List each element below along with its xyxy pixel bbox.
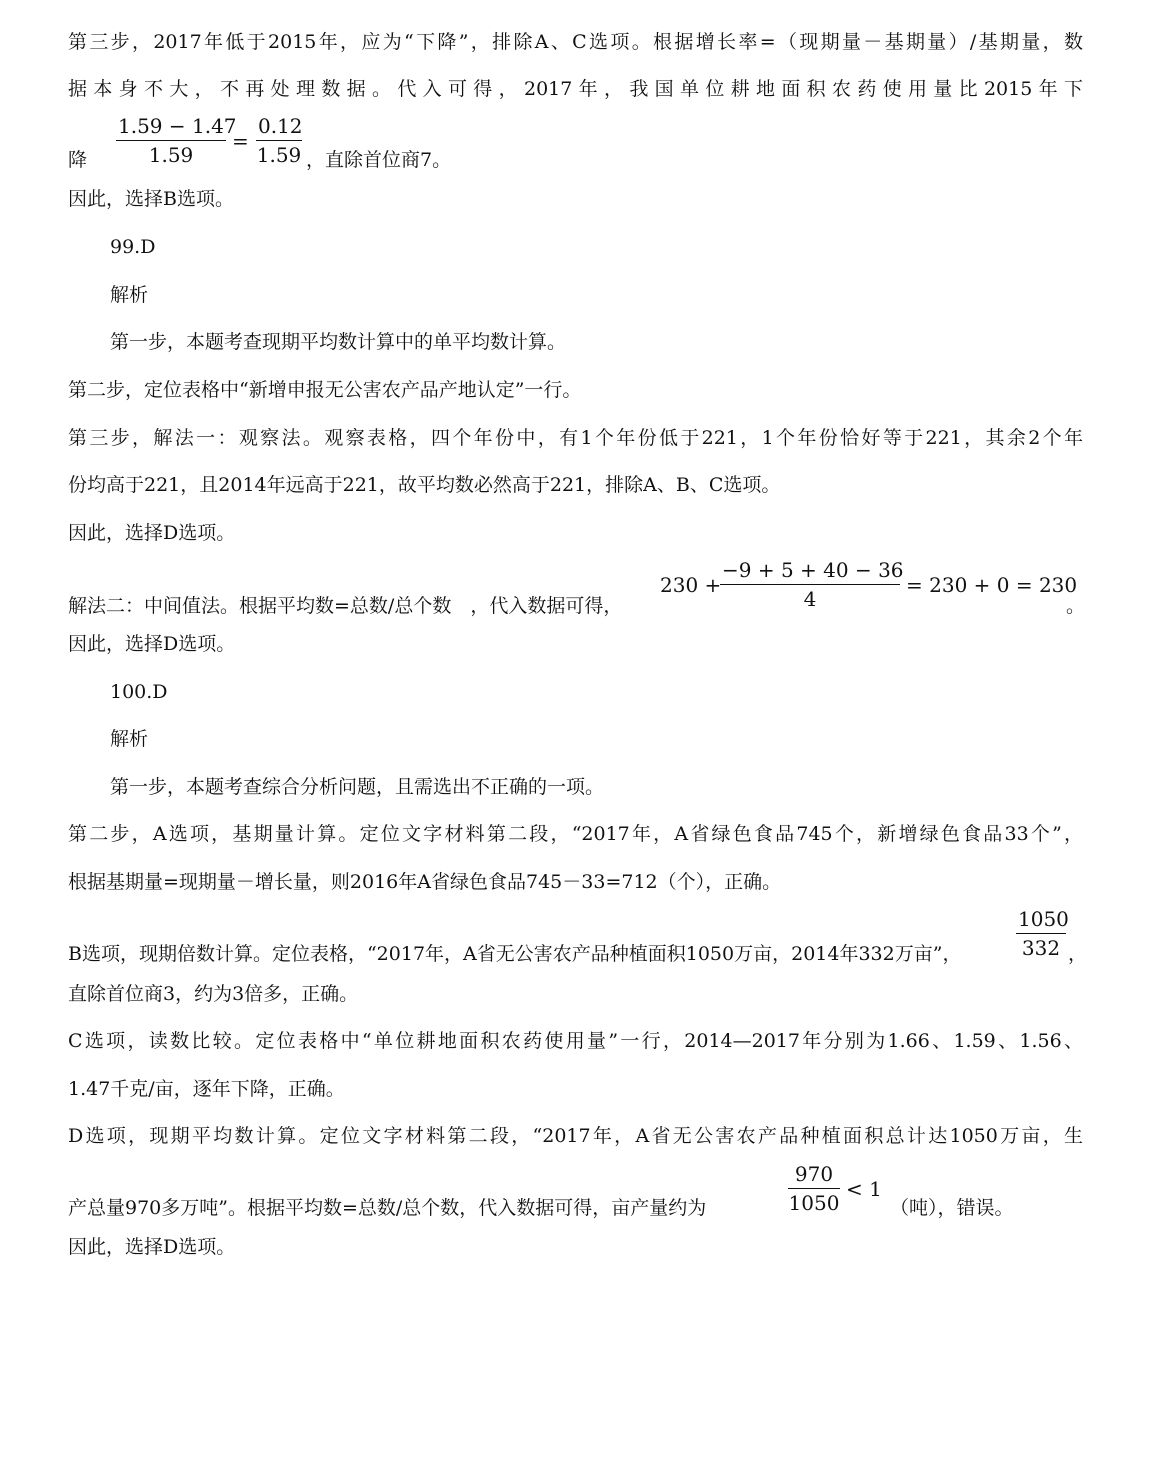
text-line: 第一步，本题考查综合分析问题，且需选出不正确的一项。 — [110, 776, 605, 798]
math-term: 230 + — [660, 573, 722, 597]
text-line: 根据基期量=现期量－增长量，则2016年A省绿色食品745－33=712（个），正确。 — [68, 871, 782, 893]
text-line: 第二步，定位表格中“新增申报无公害农产品产地认定”一行。 — [68, 379, 582, 401]
text-line: ， — [1068, 943, 1088, 965]
fraction-denominator: 1050 — [788, 1191, 840, 1215]
equals-sign: = — [232, 129, 249, 153]
text-line: 第三步，解法一：观察法。观察表格，四个年份中，有1个年份低于221，1个年份恰好等于221，其余2个年 — [68, 427, 1083, 449]
text-line: 据本身不大，不再处理数据。代入可得，2017年，我国单位耕地面积农药使用量比2015年下 — [68, 78, 1083, 100]
fraction — [1016, 907, 1069, 960]
section-heading: 解析 — [110, 284, 149, 306]
fraction — [116, 114, 237, 167]
text-line: 因此，选择D选项。 — [68, 522, 236, 544]
text-line: C选项，读数比较。定位表格中“单位耕地面积农药使用量”一行，2014—2017年分别为1.66、1.59、1.56、 — [68, 1030, 1083, 1052]
text-line: 直除首位商3，约为3倍多，正确。 — [68, 983, 359, 1005]
text-line: 。 — [1066, 595, 1086, 617]
text-line: 因此，选择B选项。 — [68, 188, 234, 210]
fraction — [256, 114, 302, 167]
math-term: < 1 — [846, 1177, 882, 1201]
fraction-denominator: 4 — [803, 587, 817, 611]
fraction — [788, 1162, 840, 1215]
fraction — [720, 558, 904, 611]
question-number: 99.D — [110, 236, 156, 258]
text-line: 第三步，2017年低于2015年，应为“下降”，排除A、C选项。根据增长率=（现期量－基期量）/基期量，数 — [68, 31, 1083, 53]
section-heading: 解析 — [110, 728, 149, 750]
fraction-numerator: −9 + 5 + 40 − 36 — [720, 558, 900, 585]
fraction-denominator: 332 — [1021, 936, 1061, 960]
text-line: （吨），错误。 — [890, 1197, 1014, 1219]
text-line: 产总量970多万吨”。根据平均数=总数/总个数，代入数据可得，亩产量约为 — [68, 1197, 707, 1219]
question-number: 100.D — [110, 681, 168, 703]
fraction-denominator: 1.59 — [148, 143, 194, 167]
text-line: 因此，选择D选项。 — [68, 633, 236, 655]
fraction-denominator: 1.59 — [256, 143, 302, 167]
fraction-numerator: 970 — [788, 1162, 840, 1189]
text-line: B选项，现期倍数计算。定位表格，“2017年，A省无公害农产品种植面积1050万亩，2014年332万亩”， — [68, 943, 962, 965]
text-line: 1.47千克/亩，逐年下降，正确。 — [68, 1078, 345, 1100]
text-line: ，直除首位商7。 — [306, 149, 452, 171]
text-line: 第一步，本题考查现期平均数计算中的单平均数计算。 — [110, 331, 567, 353]
text-line: 份均高于221，且2014年远高于221，故平均数必然高于221，排除A、B、C选项。 — [68, 474, 781, 496]
text-line: 降 — [68, 149, 88, 171]
text-line: 解法二：中间值法。根据平均数=总数/总个数 ，代入数据可得， — [68, 595, 623, 617]
fraction-numerator: 1.59 − 1.47 — [116, 114, 226, 141]
text-line: D选项，现期平均数计算。定位文字材料第二段，“2017年，A省无公害农产品种植面积总计达1050万亩，生 — [68, 1125, 1083, 1147]
math-term: = 230 + 0 = 230 — [906, 573, 1078, 597]
fraction-numerator: 1050 — [1016, 907, 1066, 934]
fraction-numerator: 0.12 — [256, 114, 302, 141]
text-line: 因此，选择D选项。 — [68, 1236, 236, 1258]
text-line: 第二步，A选项，基期量计算。定位文字材料第二段，“2017年，A省绿色食品745个，新增绿色食品33个”， — [68, 823, 1083, 845]
